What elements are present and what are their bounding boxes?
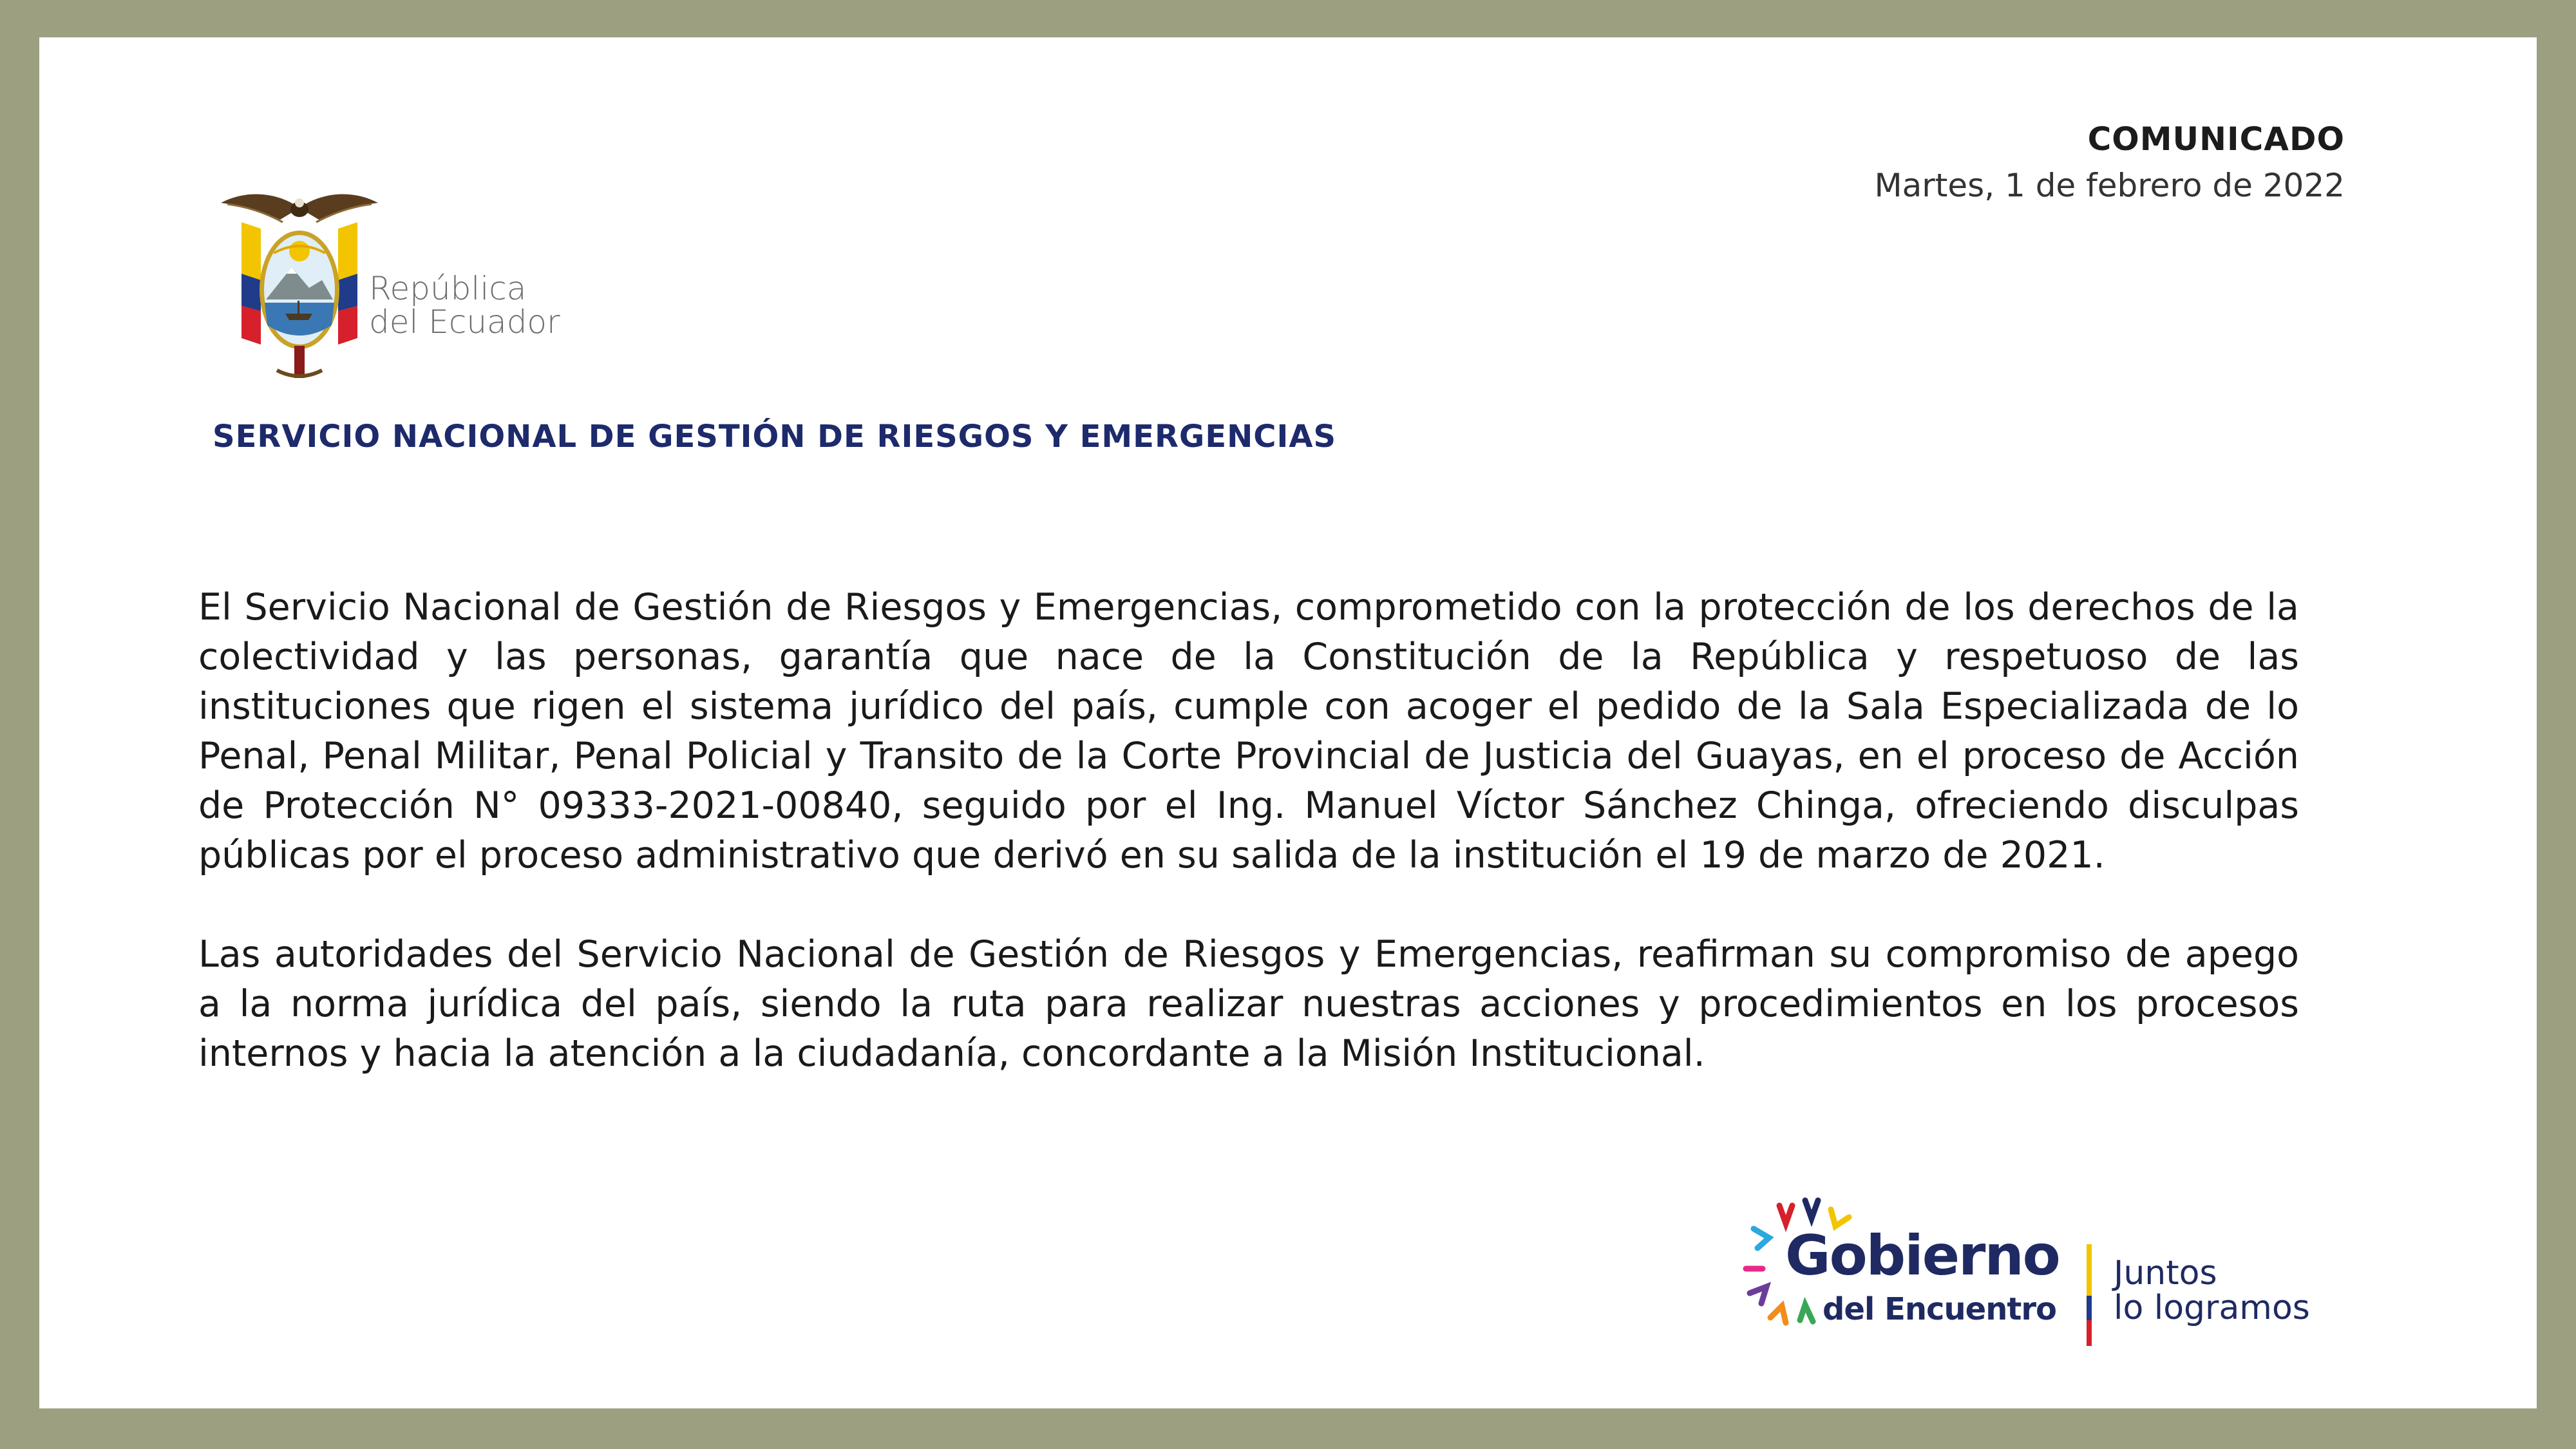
republica-del-ecuador-wordmark	[369, 272, 560, 339]
wordmark-line-1: República	[369, 270, 527, 307]
document-date: Martes, 1 de febrero de 2022	[1874, 167, 2345, 204]
communique-header	[1874, 116, 2345, 209]
slogan	[2114, 1256, 2310, 1325]
slogan-line-2: lo logramos	[2114, 1289, 2310, 1327]
institution-name: SERVICIO NACIONAL DE GESTIÓN DE RIESGOS Y EMERGENCIAS	[213, 419, 1337, 455]
wordmark-line-2: del Ecuador	[369, 303, 560, 341]
flag-divider	[2087, 1244, 2092, 1346]
ecuador-coat-of-arms-icon	[216, 177, 383, 390]
communique-body	[198, 583, 2299, 1128]
document-label: COMUNICADO	[2087, 120, 2345, 158]
body-paragraph-2: Las autoridades del Servicio Nacional de Gestión de Riesgos y Emergencias, reafirman su compromiso de apego a la norma jurídica del país, siendo la ruta para realizar nuestras acciones y procedimientos en los procesos internos y hacia la atención a la ciudadanía, concordante a la Misión Institucional.	[198, 933, 2299, 1075]
logo-title: Gobierno	[1785, 1224, 2060, 1288]
body-paragraph-1: El Servicio Nacional de Gestión de Riesgos y Emergencias, comprometido con la protección de los derechos de la colectividad y las personas, garantía que nace de la Constitución de la República y respetuoso de las instituciones que rigen el sistema jurídico del país, cumple con acoger el pedido de la Sala Especializada de lo Penal, Penal Militar, Penal Policial y Transito de la Corte Provincial de Justicia del Guayas, en el proceso de Acción de Protección N° 09333-2021-00840, seguido por el Ing. Manuel Víctor Sánchez Chinga, ofreciendo disculpas públicas por el proceso administrativo que derivó en su salida de la institución el 19 de marzo de 2021.	[198, 586, 2299, 876]
slogan-line-1: Juntos	[2114, 1254, 2217, 1293]
logo-subtitle: del Encuentro	[1823, 1291, 2056, 1327]
